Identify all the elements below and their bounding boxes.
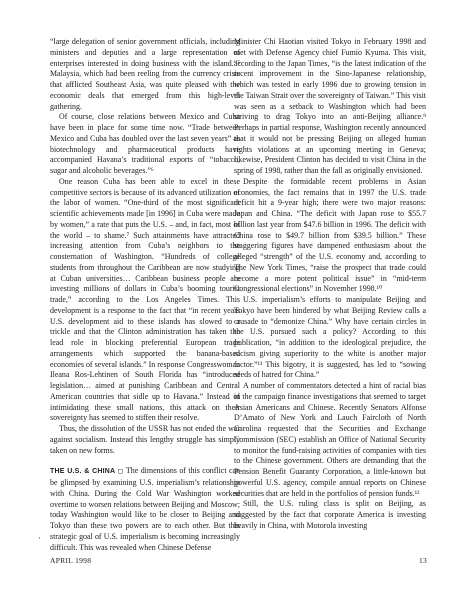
margin-mark: · (38, 533, 41, 543)
paragraph: Minister Chi Haotian visited Tokyo in February 1998 and met with Defense Agency chief Fumio Kyuma. This visit, according to the Japan Times, “is the latest indication of the recent improvement in the Sino-Japanese relationship, which was tested in early 1996 due to growing tension in the Taiwan Strait over the sovereignty of Taiwan.” This visit was seen as a setback to Washington which had been striving to drag Tokyo into an anti-Beijing alliance.⁹ Perhaps in partial response, Washington recently announced that it would not be pressing Beijing on alleged human rights violations at an upcoming meeting in Geneva; likewise, President Clinton has decided to visit China in the spring of 1998, rather than the fall as originally envisioned. (234, 37, 426, 175)
footer-date: APRIL 1998 (50, 556, 92, 565)
right-column (234, 37, 426, 532)
section-paragraph (50, 466, 240, 553)
section-heading: THE U.S. & CHINA ◻ (50, 468, 124, 476)
paragraph: U.S. imperialism’s efforts to manipulate Beijing and Tokyo have been hindered by what Beijing Review calls a crusade to “demonize China.” Why have certain circles in the U.S. pursued such a policy? According to this publication, “in addition to the ideological prejudice, the racism giving superiority to the white is another major factor.”¹¹ This bigotry, it is suggested, has led to “sowing seeds of hatred for China.” (234, 295, 426, 380)
paragraph: Thus, the dissolution of the USSR has not ended the war against socialism. Instead this lengthy struggle has simply taken on new forms. (50, 424, 240, 455)
paragraph-text: The dimensions of this conflict can be glimpsed by examining U.S. imperialism’s relationship with China. During the Cold War Washington worked overtime to worsen relations between Beijing and Moscow; today Washington would like to be closer to Beijing and Tokyo than these two powers are to each other. But this strategic goal of U.S. imperialism is becoming increasingly difficult. This was revealed when Chinese Defense (50, 466, 241, 552)
paragraph: A number of commentators detected a hint of racial bias in the campaign finance investigations that seemed to target Asian Americans and Chinese. Recently Senators Alfonse D’Amato of New York and Lauch Faircloth of North Carolina requested that the Securities and Exchange Commission (SEC) establish an Office of National Security to monitor the fund-raising activities of companies with ties to the Chinese government. Others are demanding that the Pension Benefit Guaranty Corporation, a little-known but powerful U.S. agency, compile annual reports on Chinese securities that are held in the portfolios of pension funds.¹² (234, 381, 426, 498)
paragraph: “large delegation of senior government officials, including ministers and deputies and a large representation of enterprises interested in doing business with the island.”⁵ Malaysia, which had been reeling from the currency crisis that afflicted Southeast Asia, was quite pleased with the economic deals that emerged from this high-level gathering. (50, 37, 240, 111)
paragraph: Despite the formidable recent problems in Asian economies, the fact remains that in 1997 the U.S. trade deficit hit a 9-year high; there were two major reasons: Japan and China. “The deficit with Japan rose to $55.7 billion last year from $47.6 billion in 1996. The deficit with China rose to $49.7 billion from $39.5 billion.” These staggering figures have dampened enthusiasm about the alleged “strength” of the U.S. economy and, according to The New York Times, “raise the prospect that trade could become a more potent political issue” in “mid-term Congressional elections” in November 1998.¹⁰ (234, 176, 426, 294)
page-number: 13 (419, 556, 428, 565)
paragraph: One reason Cuba has been able to excel in these competitive sectors is because of its advanced utilization of the labor of women. “One-third of the most significant scientific achievements made [in 1996] in Cuba were made by women,” a rate that puts the U.S. – and, in fact, most of the world – to shame.⁷ Such attainments have attracted increasing attention from Cuba’s neighbors to the consternation of Washington. “Hundreds of college students from throughout the Caribbean are now studying at Cuban universities… Caribbean business people are investing millions of dollars in Cuba’s booming tourist trade,” according to the Los Angeles Times. This development is a response to the fact that “in recent years U.S. development aid to these islands has slowed to a trickle and that the Clinton administration has taken the lead role in blocking preferential European trade arrangements which supported the banana-based economies of several islands.” In response Congresswoman Ileana Ros-Lehtinen of South Florida has “introduced legislation… aimed at punishing Caribbean and Central American countries that sidle up to Havana.” Instead of intimidating these small nations, this attack on their sovereignty has seemed to stiffen their resolve. (50, 176, 240, 423)
paragraph: Still, the U.S. ruling class is split on Beijing, as suggested by the fact that corporate America is investing heavily in China, with Motorola investing (234, 499, 426, 530)
left-column (50, 37, 240, 553)
paragraph: Of course, close relations between Mexico and Cuba have been in place for some time now. “Trade between Mexico and Cuba has doubled over the last seven years” as biotechnology and pharmaceutical products have accompanied Havana’s traditional exports of “tobacco, sugar and alcoholic beverages.”⁶ (50, 112, 240, 175)
